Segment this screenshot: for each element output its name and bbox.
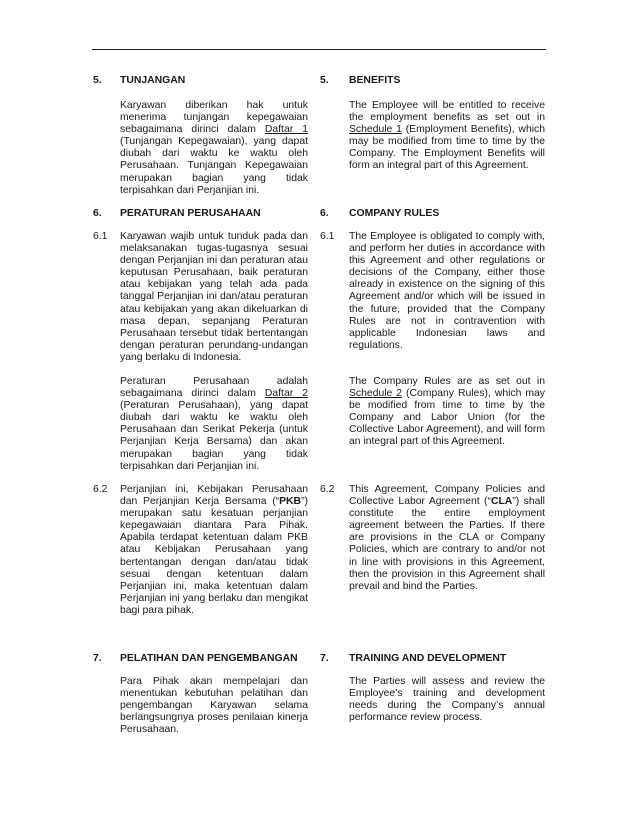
section-title: COMPANY RULES <box>349 208 440 219</box>
paragraph: This Agreement, Company Policies and Collective Labor Agreement (“CLA”) shall constitute the entire employment agreement between the Parties. If there are provisions in the CLA or Company Policies, which are contrary to and/or not in line with provisions in this Agreement, then the provision in this Agreement shall prevail and bind the Parties. <box>349 484 545 592</box>
section-number: 6. <box>93 208 102 219</box>
section-number: 5. <box>320 75 329 86</box>
top-rule <box>92 49 546 50</box>
section-number: 7. <box>93 653 102 664</box>
paragraph: Perjanjian ini, Kebijakan Perusahaan dan Perjanjian Kerja Bersama (“PKB”) merupakan satu kesatuan perjanjian kepegawaian diantara Para Pihak. Apabila terdapat ketentuan dalam PKB atau Kebijakan Perusahaan yang bertentangan dengan dan/atau tidak sesuai dengan ketentuan dalam Perjanjian ini, maka ketentuan dalam Perjanjian ini yang berlaku dan mengikat bagi para pihak. <box>120 484 308 616</box>
section-number: 5. <box>93 75 102 86</box>
section-title: PELATIHAN DAN PENGEMBANGAN <box>120 653 298 664</box>
subsection-number: 6.1 <box>93 231 108 242</box>
section-title: TUNJANGAN <box>120 75 186 86</box>
section-title: PERATURAN PERUSAHAAN <box>120 208 261 219</box>
section-title: TRAINING AND DEVELOPMENT <box>349 653 507 664</box>
paragraph: Para Pihak akan mempelajari dan menentukan kebutuhan pelatihan dan pengembangan Karyawan selama berlangsungnya proses penilaian kinerja Perusahaan. <box>120 676 308 736</box>
schedule-link: Daftar 1 <box>264 124 308 136</box>
paragraph: Karyawan diberikan hak untuk menerima tunjangan kepegawaian sebagaimana dirinci dalam Daftar 1 (Tunjangan Kepegawaian), yang dapat diubah dari waktu ke waktu oleh Perusahaan. Tunjangan Kepegawaian merupakan bagian yang tidak terpisahkan dari Perjanjian ini. <box>120 100 308 196</box>
defined-term: CLA <box>490 496 513 508</box>
paragraph: The Employee is obligated to comply with, and perform her duties in accordance with this Agreement and other regulations or decisions of the Company, either those already in existence on the signing of this Agreement and/or which will be issued in the future, provided that the Company Rules are not in contravention with applicable Indonesian laws and regulations. <box>349 231 545 351</box>
section-title: BENEFITS <box>349 75 401 86</box>
subsection-number: 6.2 <box>93 484 108 495</box>
paragraph: Peraturan Perusahaan adalah sebagaimana dirinci dalam Daftar 2 (Peraturan Perusahaan), yang dapat diubah dari waktu ke waktu oleh Perusahaan dan Serikat Pekerja (untuk Perjanjian Kerja Bersama) dan akan merupakan bagian yang tidak terpisahkan dari Perjanjian ini. <box>120 376 308 472</box>
schedule-link: Daftar 2 <box>264 388 308 400</box>
subsection-number: 6.1 <box>320 231 335 242</box>
section-number: 6. <box>320 208 329 219</box>
paragraph: The Company Rules are as set out in Schedule 2 (Company Rules), which may be modified from time to time by the Company and Labor Union (for the Collective Labor Agreement), and will form an integral part of this Agreement. <box>349 376 545 448</box>
section-number: 7. <box>320 653 329 664</box>
defined-term: PKB <box>279 496 302 508</box>
subsection-number: 6.2 <box>320 484 335 495</box>
schedule-link: Schedule 2 <box>349 388 403 400</box>
paragraph: The Parties will assess and review the Employee’s training and development needs during the Company’s annual performance review process. <box>349 676 545 724</box>
paragraph: The Employee will be entitled to receive the employment benefits as set out in Schedule 1 (Employment Benefits), which may be modified from time to time by the Company. The Employment Benefits will form an integral part of this Agreement. <box>349 100 546 172</box>
schedule-link: Schedule 1 <box>349 124 402 136</box>
paragraph: Karyawan wajib untuk tunduk pada dan melaksanakan tugas-tugasnya sesuai dengan Perjanjian ini dan peraturan atau keputusan Perusahaan, baik peraturan atau kebijakan yang telah ada pada tanggal Perjanjian ini dan/atau peraturan atau kebijakan yang akan dikeluarkan di masa depan, sepanjang Peraturan Perusahaan tersebut tidak bertentangan dengan peraturan perundang-undangan yang berlaku di Indonesia. <box>120 231 308 363</box>
